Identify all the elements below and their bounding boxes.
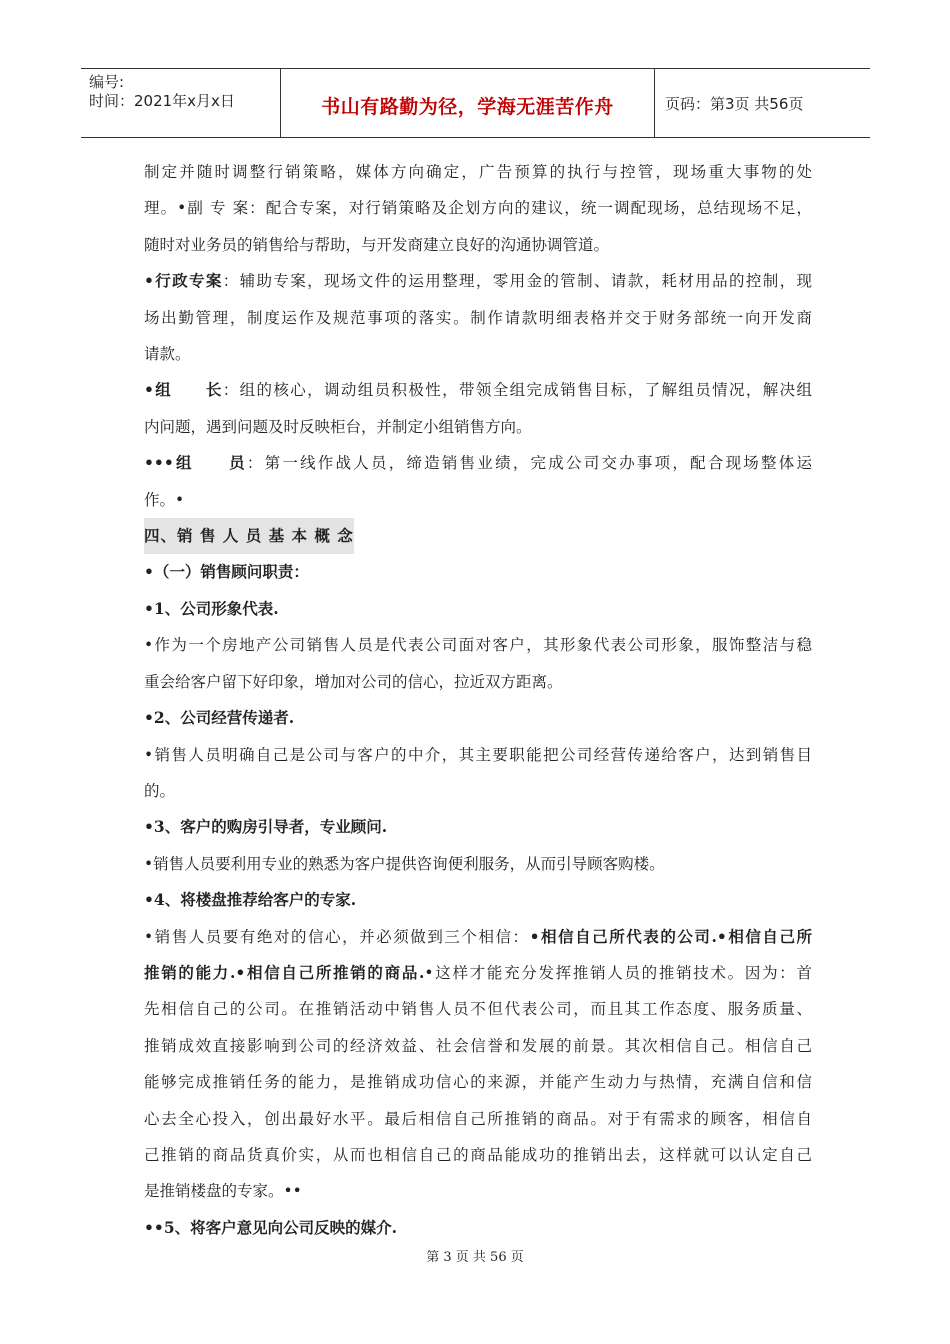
item-heading: ••5、将客户意见向公司反映的媒介. bbox=[144, 1217, 397, 1237]
item-heading: •4、将楼盘推荐给客户的专家. bbox=[144, 890, 357, 910]
text-line: 的。 bbox=[144, 781, 176, 800]
header-meta bbox=[81, 69, 281, 137]
number-label: 编号: bbox=[89, 73, 125, 91]
role-label: •组 长 bbox=[144, 380, 223, 400]
motto: 书山有路勤为径，学海无涯苦作舟 bbox=[321, 95, 614, 118]
section-title: 四、销 售 人 员 基 本 概 念 bbox=[144, 518, 354, 554]
text-line bbox=[144, 445, 812, 481]
role-desc: ：辅助专案，现场文件的运用整理，零用金的管制、请款，耗材用品的控制，现 bbox=[222, 272, 812, 291]
text-line: 随时对业务员的销售给与帮助，与开发商建立良好的沟通协调管道。 bbox=[144, 235, 610, 254]
item-heading: •2、公司经营传递者. bbox=[144, 708, 295, 728]
text-line: 是推销楼盘的专家。•• bbox=[144, 1182, 302, 1201]
role-label: •行政专案 bbox=[144, 271, 223, 291]
text-line: •销售人员明确自己是公司与客户的中介，其主要职能把公司经营传递给客户，达到销售目 bbox=[144, 745, 812, 764]
subsection-heading: •（一）销售顾问职责： bbox=[144, 562, 309, 582]
document-body bbox=[144, 154, 812, 1246]
item-heading: •3、客户的购房引导者，专业顾问. bbox=[144, 817, 388, 837]
text-line bbox=[144, 263, 812, 299]
text-line bbox=[144, 372, 812, 408]
text-line: 先相信自己的公司。在推销活动中销售人员不但代表公司，而且其工作态度、服务质量、 bbox=[144, 1000, 812, 1019]
text-normal: •销售人员要有绝对的信心，并必须做到三个相信： bbox=[144, 927, 530, 946]
text-line bbox=[144, 919, 812, 955]
text-line: 重会给客户留下好印象，增加对公司的信心，拉近双方距离。 bbox=[144, 672, 563, 691]
text-line: 理。•副 专 案：配合专案，对行销策略及企划方向的建议，统一调配现场，总结现场不足， bbox=[144, 199, 812, 218]
text-line: 能够完成推销任务的能力，是推销成功信心的来源，并能产生动力与热情，充满自信和信 bbox=[144, 1073, 812, 1092]
header-page-info bbox=[655, 69, 870, 137]
text-line: 推销成效直接影响到公司的经济效益、社会信誉和发展的前景。其次相信自己。相信自己 bbox=[144, 1036, 812, 1055]
text-line bbox=[144, 955, 812, 991]
text-line: 场出勤管理，制度运作及规范事项的落实。制作请款明细表格并交于财务部统一向开发商 bbox=[144, 308, 812, 327]
role-label: •••组 员 bbox=[144, 453, 247, 473]
text-line: •作为一个房地产公司销售人员是代表公司面对客户，其形象代表公司形象，服饰整洁与稳 bbox=[144, 636, 812, 655]
text-line: 请款。 bbox=[144, 345, 191, 364]
text-bold: 推销的能力.•相信自己所推销的商品. bbox=[144, 962, 425, 982]
text-line: 内问题，遇到问题及时反映柜台，并制定小组销售方向。 bbox=[144, 417, 532, 436]
text-bold: •相信自己所代表的公司.•相信自己所 bbox=[529, 926, 812, 946]
text-line: 制定并随时调整行销策略，媒体方向确定，广告预算的执行与控管，现场重大事物的处 bbox=[144, 163, 812, 181]
text-line: 心去全心投入，创出最好水平。最后相信自己所推销的商品。对于有需求的顾客，相信自 bbox=[144, 1109, 812, 1128]
header-motto-cell bbox=[281, 69, 655, 137]
page-header bbox=[81, 68, 870, 138]
text-line: 己推销的商品货真价实，从而也相信自己的商品能成功的推销出去，这样就可以认定自己 bbox=[144, 1145, 812, 1164]
text-line: 作。• bbox=[144, 490, 185, 509]
page-info: 页码：第3页 共56页 bbox=[665, 94, 804, 113]
role-desc: ：第一线作战人员，缔造销售业绩，完成公司交办事项，配合现场整体运 bbox=[246, 454, 812, 473]
item-heading: •1、公司形象代表. bbox=[144, 598, 279, 618]
time-label: 时间：2021年x月x日 bbox=[89, 92, 235, 110]
text-normal: •这样才能充分发挥推销人员的推销技术。因为：首 bbox=[424, 963, 812, 982]
page-footer: 第 3 页 共 56 页 bbox=[426, 1250, 524, 1265]
role-desc: ：组的核心，调动组员积极性，带领全组完成销售目标，了解组员情况，解决组 bbox=[222, 381, 812, 400]
section-heading bbox=[144, 518, 812, 554]
text-line: •销售人员要利用专业的熟悉为客户提供咨询便利服务，从而引导顾客购楼。 bbox=[144, 854, 665, 873]
